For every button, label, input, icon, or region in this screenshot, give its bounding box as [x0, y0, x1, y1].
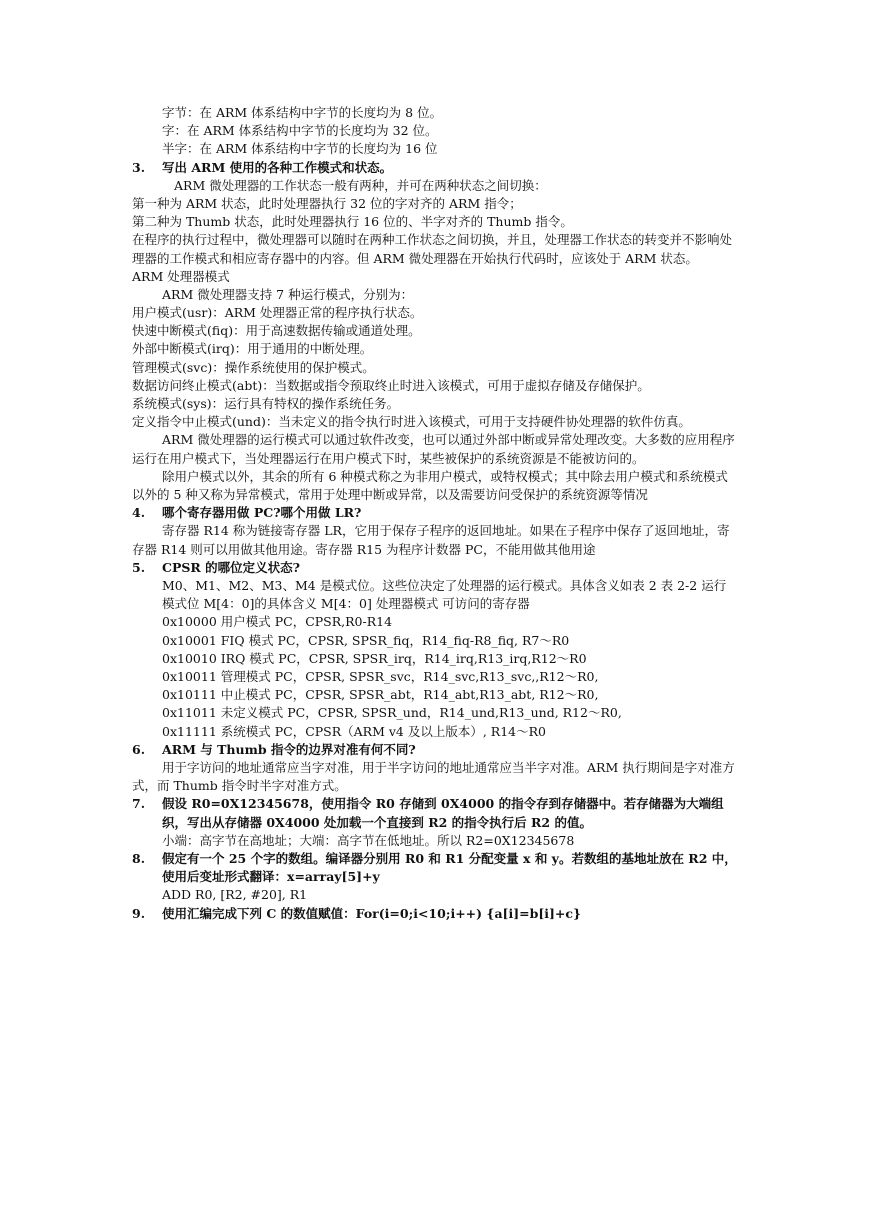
question-5-number: 5. [132, 559, 146, 575]
question-8-heading [132, 850, 738, 886]
q4-answer: 寄存器 R14 称为链接寄存器 LR，它用于保存子程序的返回地址。如果在子程序中保存了返回地址，寄存器 R14 则可以用做其他用途。寄存器 R15 为程序计数器 PC，不能用做其他用途 [132, 523, 730, 557]
mode-line-abt: 数据访问终止模式(abt)：当数据或指令预取终止时进入该模式，可用于虚拟存储及存储保护。 [132, 377, 650, 393]
text-line-word: 字：在 ARM 体系结构中字节的长度均为 32 位。 [162, 123, 438, 139]
question-4-number: 4. [132, 505, 146, 521]
q3-paragraph: ARM 处理器模式 [132, 268, 230, 284]
text-line-byte: 字节：在 ARM 体系结构中字节的长度均为 8 位。 [162, 105, 443, 120]
document-body [132, 104, 738, 923]
mode-line-usr: 用户模式(usr)：ARM 处理器正常的程序执行状态。 [132, 305, 423, 321]
mode-table-row: 0x10001 FIQ 模式 PC，CPSR, SPSR_fiq，R14_fiq-R8_fiq, R7～R0 [162, 632, 570, 648]
q5-answer: M0、M1、M2、M3、M4 是模式位。这些位决定了处理器的运行模式。具体含义如表 2 表 2-2 运行模式位 M[4：0]的具体含义 M[4：0] 处理器模式 可访问的寄存器 [162, 578, 727, 612]
q3-paragraph: ARM 微处理器的工作状态一般有两种，并可在两种状态之间切换： [174, 177, 547, 193]
question-8-title: 假定有一个 25 个字的数组。编译器分别用 R0 和 R1 分配变量 x 和 y。若数组的基地址放在 R2 中，使用后变址形式翻译：x=array[5]+y [162, 850, 737, 885]
question-7-heading [132, 795, 738, 831]
question-5-heading [132, 559, 738, 577]
question-9-number: 9. [132, 905, 146, 921]
q3-paragraph: 第一种为 ARM 状态，此时处理器执行 32 位的字对齐的 ARM 指令； [132, 195, 522, 211]
mode-line-irq: 外部中断模式(irq)：用于通用的中断处理。 [132, 341, 373, 357]
mode-table-row: 0x10111 中止模式 PC，CPSR, SPSR_abt，R14_abt,R13_abt, R12～R0, [162, 687, 599, 703]
q3-paragraph: ARM 微处理器的运行模式可以通过软件改变，也可以通过外部中断或异常处理改变。大多数的应用程序运行在用户模式下，当处理器运行在用户模式下时，某些被保护的系统资源是不能被访问的。 [132, 432, 735, 466]
mode-line-fiq: 快速中断模式(fiq)：用于高速数据传输或通道处理。 [132, 323, 421, 339]
q6-answer: 用于字访问的地址通常应当字对准，用于半字访问的地址通常应当半字对准。ARM 执行期间是字对准方式，而 Thumb 指令时半字对准方式。 [132, 759, 735, 794]
mode-table-row: 0x11011 未定义模式 PC，CPSR, SPSR_und，R14_und,R13_und, R12～R0, [162, 705, 622, 721]
question-6-heading [132, 741, 738, 759]
mode-table-row: 0x10011 管理模式 PC，CPSR, SPSR_svc，R14_svc,R13_svc,,R12～R0, [162, 668, 599, 684]
q8-answer: ADD R0, [R2, #20], R1 [162, 887, 308, 903]
mode-line-sys: 系统模式(sys)：运行具有特权的操作系统任务。 [132, 396, 400, 412]
q3-paragraph: 除用户模式以外，其余的所有 6 种模式称之为非用户模式，或特权模式；其中除去用户模式和系统模式以外的 5 种又称为异常模式，常用于处理中断或异常，以及需要访问受保护的系统资源等情况 [132, 468, 728, 503]
q3-paragraph: 在程序的执行过程中，微处理器可以随时在两种工作状态之间切换，并且，处理器工作状态的转变并不影响处理器的工作模式和相应寄存器中的内容。但 ARM 微处理器在开始执行代码时，应该处于 ARM 状态。 [132, 232, 733, 266]
question-3-title: 写出 ARM 使用的各种工作模式和状态。 [162, 159, 393, 175]
question-3-heading [132, 159, 738, 177]
mode-table-row: 0x11111 系统模式 PC，CPSR（ARM v4 及以上版本）, R14～R0 [162, 723, 546, 739]
mode-line-und: 定义指令中止模式(und)：当未定义的指令执行时进入该模式，可用于支持硬件协处理器的软件仿真。 [132, 414, 691, 430]
text-line-halfword: 半字：在 ARM 体系结构中字节的长度均为 16 位 [162, 141, 438, 157]
question-5-title: CPSR 的哪位定义状态? [162, 559, 300, 575]
mode-table-row: 0x10000 用户模式 PC，CPSR,R0-R14 [162, 614, 393, 630]
question-4-title: 哪个寄存器用做 PC?哪个用做 LR? [162, 505, 362, 521]
question-9-title: 使用汇编完成下列 C 的数值赋值：For(i=0;i<10;i++) {a[i]=b[i]+c} [162, 905, 582, 921]
question-6-number: 6. [132, 741, 146, 757]
q3-paragraph: 第二种为 Thumb 状态，此时处理器执行 16 位的、半字对齐的 Thumb 指令。 [132, 214, 573, 230]
question-9-heading [132, 905, 738, 923]
mode-line-svc: 管理模式(svc)：操作系统使用的保护模式。 [132, 359, 375, 375]
q3-paragraph: ARM 微处理器支持 7 种运行模式，分别为： [162, 286, 414, 302]
question-6-title: ARM 与 Thumb 指令的边界对准有何不同? [162, 741, 416, 757]
question-7-title: 假设 R0=0X12345678，使用指令 R0 存储到 0X4000 的指令存到存储器中。若存储器为大端组织，写出从存储器 0X4000 处加载一个直接到 R2 的指令执行后 R2 的值。 [162, 796, 724, 830]
question-4-heading [132, 504, 738, 522]
q7-answer: 小端：高字节在高地址；大端：高字节在低地址。所以 R2=0X12345678 [162, 832, 575, 848]
question-3-number: 3. [132, 159, 146, 175]
question-8-number: 8. [132, 850, 146, 866]
question-7-number: 7. [132, 796, 146, 812]
mode-table-row: 0x10010 IRQ 模式 PC，CPSR, SPSR_irq，R14_irq,R13_irq,R12～R0 [162, 650, 587, 666]
